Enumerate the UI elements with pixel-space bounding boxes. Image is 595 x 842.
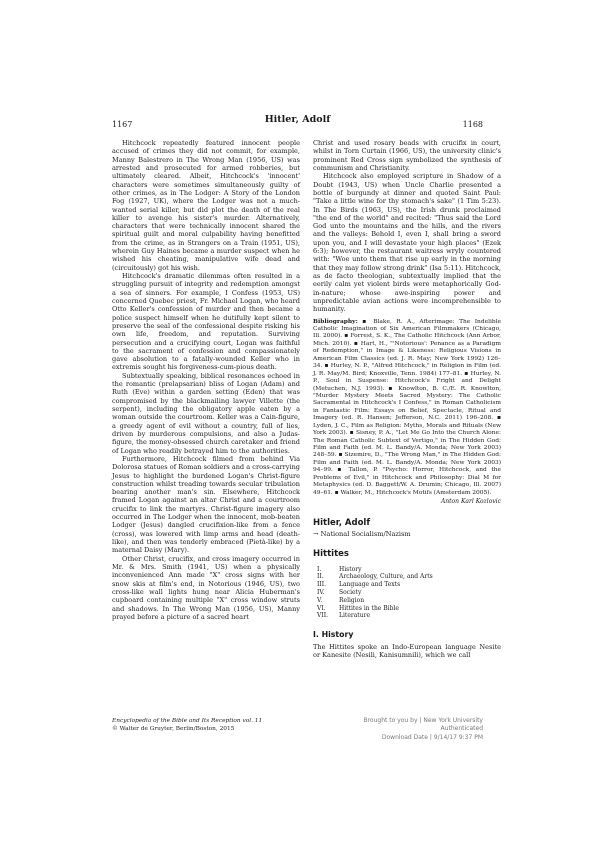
- running-title: Hitler, Adolf: [264, 114, 331, 125]
- paragraph: Christ and used rosary beads with crucifix in court, whilst in Torn Curtain (1966, US), the university clinic's prominent Red Cross sign symbolized the synthesis of communism and Christianity.: [313, 139, 501, 172]
- section-heading: I. History: [313, 630, 354, 640]
- footer-download-date: Download Date | 9/14/17 9:37 PM: [381, 733, 483, 741]
- toc-item: VI. Hittites in the Bible: [317, 604, 399, 612]
- table-of-contents: [313, 566, 501, 621]
- bibliography-text: ▪ Blake, R. A., Afterimage: The Indelible Catholic Imagination of Six American Filmmakers (Chicago, Ill. 2000). ▪ Forrest, S. K., The Catholic Hitchcock (Ann Arbor, Mich. 2010). ▪ Hart, H., "'Notorious': Penance as a Paradigm of Redemption," in Image & Likeness: Religious Visions in American Film Classics (ed. J. R. May; New York 1992) 126–34. ▪ Hurley, N. P., "Alfred Hitchcock," in Religion in Film (ed. J. R. May/M. Bird; Knoxville, Tenn. 1984) 177–81. ▪ Hurley, N. P., Soul in Suspense: Hitchcock's Fright and Delight (Metuchen, N.J. 1993). ▪ Knowlton, B. C./E. R. Knowlton, "Murder Mystery Meets Sacred Mystery: The Catholic Sacramental in Hitchcock's I Confess," in Roman Catholicism in Fantastic Film: Essays on Belief, Spectacle, Ritual and Imagery (ed. R. Hansen; Jefferson, N.C. 2011) 196–208. ▪ Lyden, J. C., Film as Religion: Myths, Morals and Rituals (New York 2003). ▪ Sisney, P. A., "Let Me Go Into the Church Alone: The Roman Catholic Subtext of Vertigo," in The Hidden God: Film and Faith (ed. M. L. Bandy/A. Monda; New York 2003) 248–59. ▪ Sizemire, D., "The Wrong Man," in The Hidden God: Film and Faith (ed. M. L. Bandy/A. Monda; New York 2003) 94–99. ▪ Tallon, P. "Psycho: Horror, Hitchcock, and the Problems of Evil," in Hitchcock and Philosophy: Dial M for Metaphysics (ed. D. Baggett/W. A. Drumin; Chicago, Ill. 2007) 49–61. ▪ Walker, M., Hitchcock's Motifs (Amsterdam 2005).: [313, 318, 502, 496]
- paragraph: Hitchcock's dramatic dilemmas often resulted in a struggling pursuit of integrity and redemption amongst a sea of sinners. For example, I Confess (1953, US) concerned Quebec priest, Fr. Michael Logan, who heard Otto Keller's confession of murder and then became a police suspect himself when he dutifully kept silent to preserve the seal of the confessional despite risking his own life, freedom, and reputation. Surviving persecution and a crucifying court, Logan was faithful to the sacrament of confession and compassionately gave absolution to a fatally-wounded Keller who in extremis sought his forgiveness-cum-pious death.: [112, 272, 300, 372]
- bibliography: [313, 318, 501, 498]
- article-author: Anton Karl Kozlovic: [440, 498, 501, 506]
- footer-publication: [112, 718, 312, 734]
- toc-item: V. Religion: [317, 596, 365, 604]
- footer-authenticated: Authenticated: [440, 725, 483, 733]
- toc-item: VII. Literature: [317, 612, 371, 620]
- paragraph: Other Christ, crucifix, and cross imagery occurred in Mr. & Mrs. Smith (1941, US) when a physically inconvenienced Ann made "X" cross signs with her snow skis at film's end, in Notorious (1946, US), two cross-like wall lights hung near Alicia Huberman's cupboard containing multiple "X" cross window struts and shadows. In The Wrong Man (1956, US), Manny prayed before a picture of a sacred heart: [112, 554, 300, 621]
- right-column: [313, 139, 501, 660]
- page-number-left: 1167: [112, 120, 133, 129]
- entry-title: Hitler, Adolf: [313, 517, 371, 528]
- toc-item: I. History: [317, 565, 362, 573]
- toc-item: IV. Society: [317, 588, 362, 596]
- page-number-right: 1168: [462, 120, 483, 129]
- left-column: [112, 139, 300, 621]
- paragraph: Hitchcock also employed scripture in Shadow of a Doubt (1943, US) when Uncle Charlie presented a bottle of burgundy at dinner and quoted Saint Paul: "Take a little wine for thy stomach's sake" (1 Tim 5:23). In The Birds (1963, US), the Irish drunk proclaimed "the end of the world" and recited: "Thus said the Lord God unto the mountains and the hills, and the rivers and the valleys: Behold I, even I, shall bring a sword upon you, and I will devastate your high places" (Ezek 6:3); however, the restaurant waitress wryly countered with: "Woe unto them that rise up early in the morning that they may follow strong drink" (Isa 5:11). Hitchcock, as de facto theologian, subtextually implied that the eerily calm yet violent birds were metaphorically God-in-nature; whose awe-inspiring power and unpredictable avian actions were incomprehensible to humanity.: [313, 172, 501, 314]
- cross-reference: → National Socialism/Nazism: [313, 530, 411, 539]
- bibliography-label: Bibliography:: [313, 317, 358, 325]
- footer-access-info: [315, 717, 483, 742]
- paragraph: Subtextually speaking, biblical resonances echoed in the romantic (prelapsarian) bliss of Logan (Adam) and Ruth (Eve) within a garden setting (Eden) that was compromised by the blackmailing lawyer Villette (the serpent), including the obligatory apple eaten by a woman outside the courtroom. Keller was a Cain-figure, a greedy agent of evil without a country, full of lies, driven by murderous compulsions, and also a Judas-figure, the money-obsessed church caretaker and friend of Logan who readily betrayed him to the authorities.: [112, 371, 300, 455]
- footer-copyright: © Walter de Gruyter, Berlin/Boston, 2015: [112, 725, 235, 732]
- toc-item: II. Archaeology, Culture, and Arts: [317, 573, 433, 581]
- toc-item: III. Language and Texts: [317, 581, 401, 589]
- footer-provider: Brought to you by | New York University: [363, 717, 483, 724]
- paragraph: Furthermore, Hitchcock filmed from behind Via Dolorosa statues of Roman soldiers and a cross-carrying Jesus to highlight the burdened Logan's Christ-figure construction whilst treading towards secular tribulation bearing another man's sin. Elsewhere, Hitchcock framed Logan against an altar Christ and a courtroom crucifix to link the martyrs. Christ-figure imagery also occurred in The Lodger when the innocent, mob-beaten Lodger (Jesus) dangled crucifixion-like from a fence (cross), was lowered with limp arms and head (death-like), and then was tenderly embraced (Pietà-like) by a maternal Daisy (Mary).: [112, 454, 300, 555]
- entry-title-hittites: Hittites: [313, 548, 349, 559]
- paragraph: Hitchcock repeatedly featured innocent people accused of crimes they did not commit, for example, Manny Balestrero in The Wrong Man (1956, US) was arrested and prosecuted for armed robberies, but ultimately cleared. Albeit, Hitchcock's 'innocent' characters were sometimes simultaneously guilty of other crimes, as in The Lodger: A Story of the London Fog (1927, UK), where the Lodger was not a much-wanted serial killer, but did plot the death of the real killer to avenge his sister's murder. Alternatively, characters that were technically innocent shared the spiritual guilt and moral culpability having benefitted from the crime, as in Strangers on a Train (1951, US), wherein Guy Haines became a murder suspect when he wished his cheating, manipulative wife dead and (circuitously) got his wish.: [112, 139, 300, 272]
- paragraph: The Hittites spoke an Indo-European language Nesite or Kanesite (Nesili, Kanisumnili), which we call: [313, 643, 501, 660]
- footer-title: Encyclopedia of the Bible and Its Reception vol. 11: [112, 718, 263, 724]
